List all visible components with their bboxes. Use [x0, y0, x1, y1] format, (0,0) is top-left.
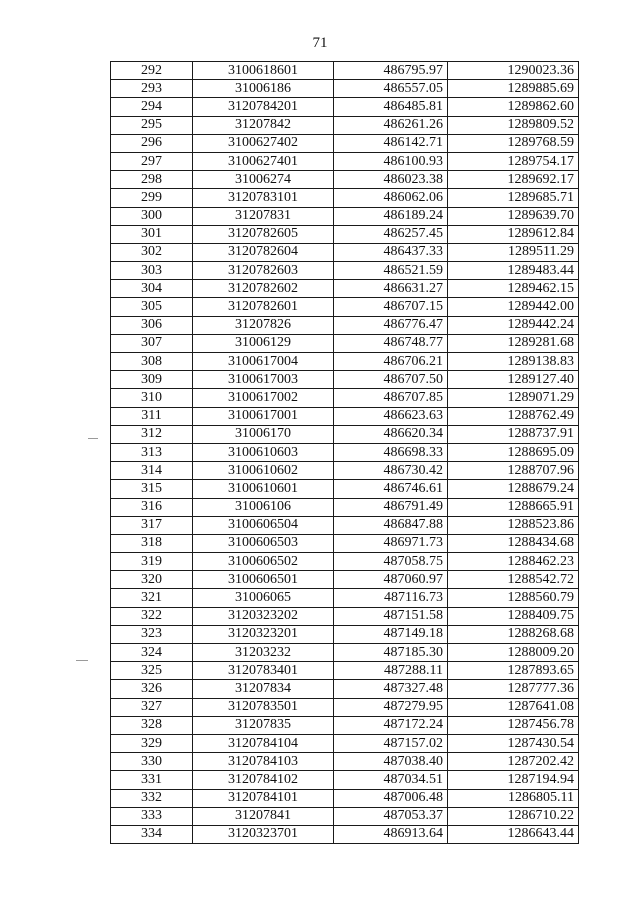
y-coordinate-cell: 1289692.17: [448, 171, 579, 189]
point-number-cell: 310: [111, 389, 193, 407]
table-row: [111, 62, 579, 80]
point-code-cell: 31203232: [193, 644, 334, 662]
point-number-cell: 325: [111, 662, 193, 680]
point-code-cell: 3120782602: [193, 280, 334, 298]
table-row: [111, 425, 579, 443]
x-coordinate-cell: 486698.33: [334, 443, 448, 461]
table-row: [111, 534, 579, 552]
point-code-cell: 3120323701: [193, 825, 334, 843]
y-coordinate-cell: 1289127.40: [448, 371, 579, 389]
x-coordinate-cell: 486062.06: [334, 189, 448, 207]
x-coordinate-cell: 486257.45: [334, 225, 448, 243]
point-number-cell: 300: [111, 207, 193, 225]
y-coordinate-cell: 1289809.52: [448, 116, 579, 134]
point-code-cell: 31006129: [193, 334, 334, 352]
table-row: [111, 225, 579, 243]
table-row: [111, 171, 579, 189]
x-coordinate-cell: 486557.05: [334, 80, 448, 98]
table-row: [111, 753, 579, 771]
x-coordinate-cell: 487053.37: [334, 807, 448, 825]
point-number-cell: 304: [111, 280, 193, 298]
point-number-cell: 294: [111, 98, 193, 116]
table-row: [111, 243, 579, 261]
point-number-cell: 302: [111, 243, 193, 261]
point-number-cell: 303: [111, 262, 193, 280]
y-coordinate-cell: 1289768.59: [448, 134, 579, 152]
table-row: [111, 607, 579, 625]
point-number-cell: 293: [111, 80, 193, 98]
point-number-cell: 301: [111, 225, 193, 243]
table-row: [111, 644, 579, 662]
x-coordinate-cell: 486023.38: [334, 171, 448, 189]
x-coordinate-cell: 486620.34: [334, 425, 448, 443]
table-row: [111, 80, 579, 98]
y-coordinate-cell: 1287777.36: [448, 680, 579, 698]
point-number-cell: 322: [111, 607, 193, 625]
table-row: [111, 152, 579, 170]
point-code-cell: 3120784102: [193, 771, 334, 789]
table-row: [111, 371, 579, 389]
table-row: [111, 716, 579, 734]
table-row: [111, 298, 579, 316]
x-coordinate-cell: 486795.97: [334, 62, 448, 80]
point-number-cell: 295: [111, 116, 193, 134]
x-coordinate-cell: 486730.42: [334, 462, 448, 480]
point-code-cell: 31207834: [193, 680, 334, 698]
point-code-cell: 3120783101: [193, 189, 334, 207]
margin-mark: [76, 660, 88, 661]
y-coordinate-cell: 1288679.24: [448, 480, 579, 498]
point-number-cell: 292: [111, 62, 193, 80]
table-row: [111, 407, 579, 425]
y-coordinate-cell: 1290023.36: [448, 62, 579, 80]
y-coordinate-cell: 1289281.68: [448, 334, 579, 352]
table-row: [111, 571, 579, 589]
point-number-cell: 334: [111, 825, 193, 843]
table-row: [111, 771, 579, 789]
x-coordinate-cell: 486971.73: [334, 534, 448, 552]
point-code-cell: 3120784101: [193, 789, 334, 807]
x-coordinate-cell: 486142.71: [334, 134, 448, 152]
point-code-cell: 31006170: [193, 425, 334, 443]
table-row: [111, 262, 579, 280]
y-coordinate-cell: 1288737.91: [448, 425, 579, 443]
point-code-cell: 3120783401: [193, 662, 334, 680]
x-coordinate-cell: 486485.81: [334, 98, 448, 116]
y-coordinate-cell: 1289442.24: [448, 316, 579, 334]
table-row: [111, 789, 579, 807]
point-code-cell: 3100617002: [193, 389, 334, 407]
x-coordinate-cell: 486100.93: [334, 152, 448, 170]
y-coordinate-cell: 1289754.17: [448, 152, 579, 170]
table-row: [111, 625, 579, 643]
x-coordinate-cell: 486707.15: [334, 298, 448, 316]
point-number-cell: 309: [111, 371, 193, 389]
coordinates-table-body: [111, 62, 579, 844]
point-code-cell: 31006274: [193, 171, 334, 189]
x-coordinate-cell: 486707.85: [334, 389, 448, 407]
point-code-cell: 31207835: [193, 716, 334, 734]
y-coordinate-cell: 1288523.86: [448, 516, 579, 534]
table-row: [111, 516, 579, 534]
point-number-cell: 298: [111, 171, 193, 189]
table-row: [111, 680, 579, 698]
point-number-cell: 326: [111, 680, 193, 698]
y-coordinate-cell: 1286805.11: [448, 789, 579, 807]
x-coordinate-cell: 487157.02: [334, 734, 448, 752]
page-number: 71: [312, 35, 328, 51]
point-number-cell: 333: [111, 807, 193, 825]
y-coordinate-cell: 1289885.69: [448, 80, 579, 98]
point-code-cell: 31006065: [193, 589, 334, 607]
point-code-cell: 3120323201: [193, 625, 334, 643]
y-coordinate-cell: 1289685.71: [448, 189, 579, 207]
y-coordinate-cell: 1288695.09: [448, 443, 579, 461]
y-coordinate-cell: 1288009.20: [448, 644, 579, 662]
table-row: [111, 589, 579, 607]
point-number-cell: 316: [111, 498, 193, 516]
table-row: [111, 207, 579, 225]
y-coordinate-cell: 1286710.22: [448, 807, 579, 825]
coordinates-table: [110, 61, 579, 844]
point-code-cell: 3100617001: [193, 407, 334, 425]
point-number-cell: 319: [111, 553, 193, 571]
point-code-cell: 3120782604: [193, 243, 334, 261]
point-code-cell: 31006106: [193, 498, 334, 516]
x-coordinate-cell: 486707.50: [334, 371, 448, 389]
point-code-cell: 31006186: [193, 80, 334, 98]
x-coordinate-cell: 487034.51: [334, 771, 448, 789]
x-coordinate-cell: 487060.97: [334, 571, 448, 589]
point-number-cell: 330: [111, 753, 193, 771]
point-number-cell: 318: [111, 534, 193, 552]
y-coordinate-cell: 1287194.94: [448, 771, 579, 789]
y-coordinate-cell: 1289442.00: [448, 298, 579, 316]
x-coordinate-cell: 487006.48: [334, 789, 448, 807]
x-coordinate-cell: 486261.26: [334, 116, 448, 134]
x-coordinate-cell: 486791.49: [334, 498, 448, 516]
x-coordinate-cell: 486437.33: [334, 243, 448, 261]
x-coordinate-cell: 487327.48: [334, 680, 448, 698]
y-coordinate-cell: 1288462.23: [448, 553, 579, 571]
point-code-cell: 3100618601: [193, 62, 334, 80]
table-row: [111, 280, 579, 298]
point-code-cell: 3120782603: [193, 262, 334, 280]
table-row: [111, 662, 579, 680]
point-code-cell: 3120782601: [193, 298, 334, 316]
point-code-cell: 3100617003: [193, 371, 334, 389]
point-code-cell: 3100610601: [193, 480, 334, 498]
point-code-cell: 3100610602: [193, 462, 334, 480]
x-coordinate-cell: 487279.95: [334, 698, 448, 716]
table-row: [111, 443, 579, 461]
point-code-cell: 3100617004: [193, 353, 334, 371]
y-coordinate-cell: 1289138.83: [448, 353, 579, 371]
point-number-cell: 299: [111, 189, 193, 207]
table-row: [111, 353, 579, 371]
point-number-cell: 296: [111, 134, 193, 152]
table-row: [111, 825, 579, 843]
x-coordinate-cell: 487058.75: [334, 553, 448, 571]
margin-mark: [88, 438, 98, 439]
point-code-cell: 3120782605: [193, 225, 334, 243]
y-coordinate-cell: 1289462.15: [448, 280, 579, 298]
point-number-cell: 307: [111, 334, 193, 352]
x-coordinate-cell: 487185.30: [334, 644, 448, 662]
point-number-cell: 331: [111, 771, 193, 789]
point-number-cell: 320: [111, 571, 193, 589]
table-row: [111, 462, 579, 480]
table-row: [111, 189, 579, 207]
y-coordinate-cell: 1287641.08: [448, 698, 579, 716]
table-row: [111, 316, 579, 334]
point-code-cell: 3120784103: [193, 753, 334, 771]
point-number-cell: 308: [111, 353, 193, 371]
point-number-cell: 324: [111, 644, 193, 662]
y-coordinate-cell: 1288434.68: [448, 534, 579, 552]
y-coordinate-cell: 1289511.29: [448, 243, 579, 261]
point-code-cell: 3120323202: [193, 607, 334, 625]
table-row: [111, 116, 579, 134]
point-code-cell: 3100610603: [193, 443, 334, 461]
y-coordinate-cell: 1287456.78: [448, 716, 579, 734]
y-coordinate-cell: 1288665.91: [448, 498, 579, 516]
y-coordinate-cell: 1286643.44: [448, 825, 579, 843]
x-coordinate-cell: 486623.63: [334, 407, 448, 425]
x-coordinate-cell: 486913.64: [334, 825, 448, 843]
y-coordinate-cell: 1288707.96: [448, 462, 579, 480]
table-row: [111, 98, 579, 116]
x-coordinate-cell: 486776.47: [334, 316, 448, 334]
point-number-cell: 312: [111, 425, 193, 443]
y-coordinate-cell: 1289862.60: [448, 98, 579, 116]
x-coordinate-cell: 487038.40: [334, 753, 448, 771]
x-coordinate-cell: 486631.27: [334, 280, 448, 298]
point-code-cell: 3100627402: [193, 134, 334, 152]
point-code-cell: 3100606503: [193, 534, 334, 552]
point-code-cell: 31207826: [193, 316, 334, 334]
x-coordinate-cell: 486847.88: [334, 516, 448, 534]
point-number-cell: 311: [111, 407, 193, 425]
y-coordinate-cell: 1289071.29: [448, 389, 579, 407]
point-code-cell: 3100606501: [193, 571, 334, 589]
y-coordinate-cell: 1288409.75: [448, 607, 579, 625]
point-code-cell: 3120783501: [193, 698, 334, 716]
x-coordinate-cell: 486189.24: [334, 207, 448, 225]
point-number-cell: 317: [111, 516, 193, 534]
point-number-cell: 327: [111, 698, 193, 716]
y-coordinate-cell: 1287202.42: [448, 753, 579, 771]
y-coordinate-cell: 1287893.65: [448, 662, 579, 680]
point-code-cell: 3100606502: [193, 553, 334, 571]
point-code-cell: 3120784104: [193, 734, 334, 752]
point-code-cell: 3120784201: [193, 98, 334, 116]
x-coordinate-cell: 487151.58: [334, 607, 448, 625]
y-coordinate-cell: 1288542.72: [448, 571, 579, 589]
table-row: [111, 734, 579, 752]
table-row: [111, 389, 579, 407]
point-number-cell: 328: [111, 716, 193, 734]
y-coordinate-cell: 1289612.84: [448, 225, 579, 243]
point-number-cell: 313: [111, 443, 193, 461]
point-code-cell: 31207841: [193, 807, 334, 825]
x-coordinate-cell: 486521.59: [334, 262, 448, 280]
y-coordinate-cell: 1288762.49: [448, 407, 579, 425]
x-coordinate-cell: 486706.21: [334, 353, 448, 371]
table-row: [111, 498, 579, 516]
x-coordinate-cell: 487149.18: [334, 625, 448, 643]
point-number-cell: 329: [111, 734, 193, 752]
point-number-cell: 315: [111, 480, 193, 498]
point-number-cell: 297: [111, 152, 193, 170]
table-row: [111, 807, 579, 825]
point-number-cell: 305: [111, 298, 193, 316]
y-coordinate-cell: 1287430.54: [448, 734, 579, 752]
table-row: [111, 334, 579, 352]
x-coordinate-cell: 487288.11: [334, 662, 448, 680]
table-row: [111, 698, 579, 716]
point-number-cell: 323: [111, 625, 193, 643]
x-coordinate-cell: 486746.61: [334, 480, 448, 498]
x-coordinate-cell: 487172.24: [334, 716, 448, 734]
y-coordinate-cell: 1289483.44: [448, 262, 579, 280]
point-number-cell: 306: [111, 316, 193, 334]
table-row: [111, 553, 579, 571]
point-code-cell: 31207831: [193, 207, 334, 225]
point-code-cell: 3100606504: [193, 516, 334, 534]
point-number-cell: 314: [111, 462, 193, 480]
y-coordinate-cell: 1288268.68: [448, 625, 579, 643]
x-coordinate-cell: 487116.73: [334, 589, 448, 607]
y-coordinate-cell: 1289639.70: [448, 207, 579, 225]
table-row: [111, 134, 579, 152]
point-number-cell: 332: [111, 789, 193, 807]
y-coordinate-cell: 1288560.79: [448, 589, 579, 607]
table-row: [111, 480, 579, 498]
point-number-cell: 321: [111, 589, 193, 607]
x-coordinate-cell: 486748.77: [334, 334, 448, 352]
point-code-cell: 3100627401: [193, 152, 334, 170]
point-code-cell: 31207842: [193, 116, 334, 134]
